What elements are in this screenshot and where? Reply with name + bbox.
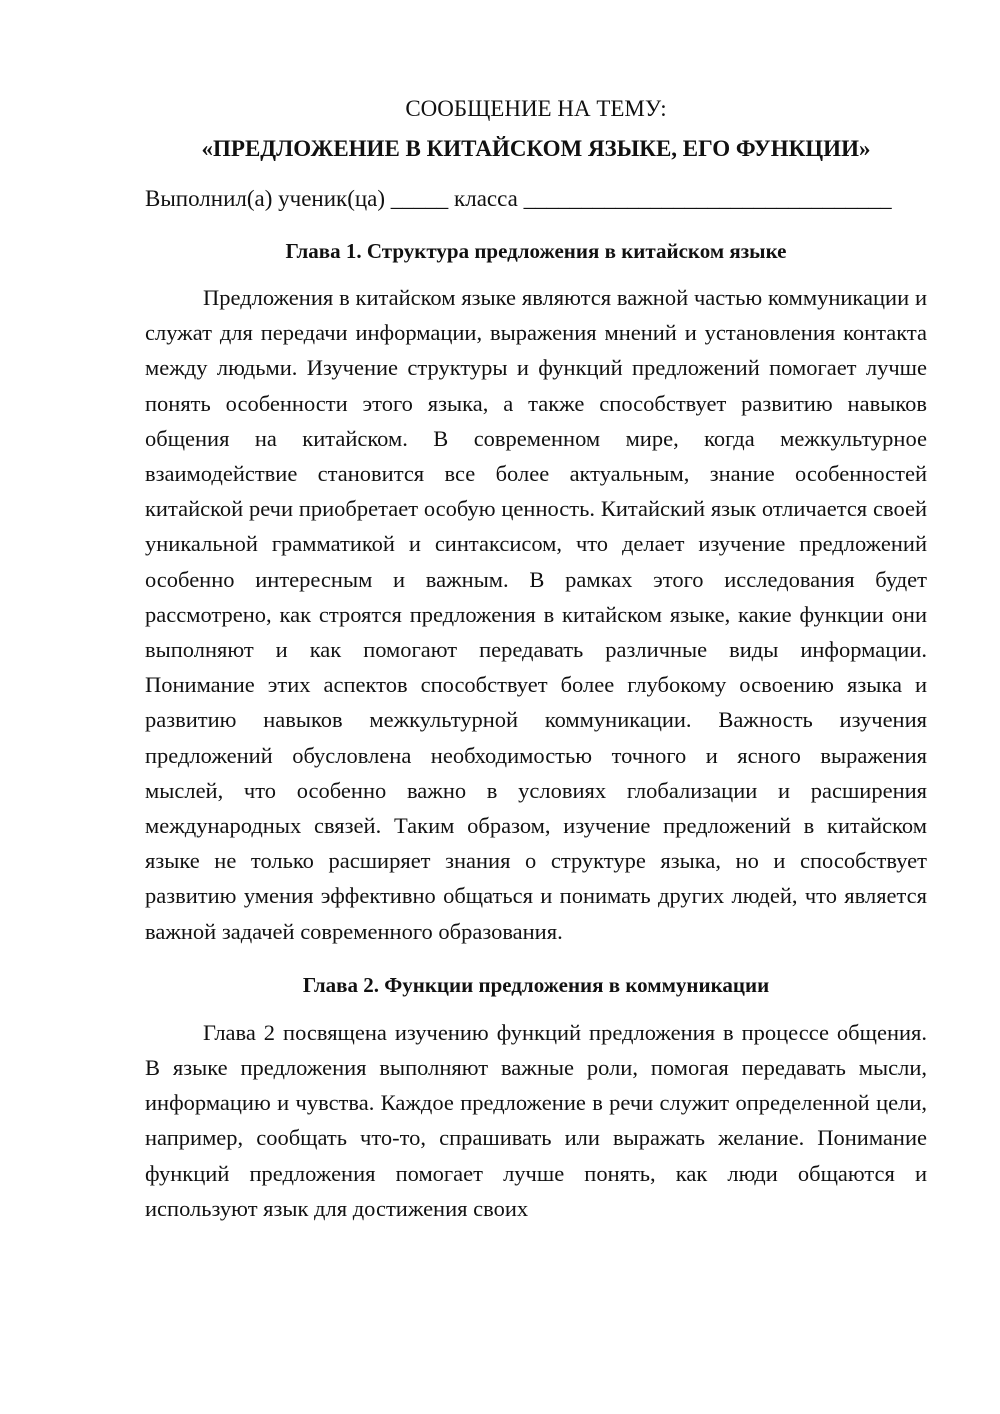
document-subtitle: «ПРЕДЛОЖЕНИЕ В КИТАЙСКОМ ЯЗЫКЕ, ЕГО ФУНКЦИИ»	[201, 136, 871, 161]
chapter-1-heading: Глава 1. Структура предложения в китайском языке	[285, 239, 787, 263]
chapter-2-heading: Глава 2. Функции предложения в коммуникации	[302, 972, 770, 997]
chapter-2-paragraph: Глава 2 посвящена изучению функций предложения в процессе общения. В языке предложения выполняют важные роли, помогая передавать мысли, информацию и чувства. Каждое предложение в речи служит определенной цели, например, сообщать что-то, спрашивать или выражать желание. Понимание функций предложения помогает лучше понять, как люди общаются и используют язык для достижения своих	[145, 1019, 927, 1221]
document-page	[145, 92, 927, 1226]
chapter-1-paragraph: Предложения в китайском языке являются важной частью коммуникации и служат для передачи информации, выражения мнений и установления контакта между людьми. Изучение структуры и функций предложений помогает лучше понять особенности этого языка, а также способствует развитию навыков общения на китайском. В современном мире, когда межкультурное взаимодействие становится все более актуальным, знание особенностей китайской речи приобретает особую ценность. Китайский язык отличается своей уникальной грамматикой и синтаксисом, что делает изучение предложений особенно интересным и важным. В рамках этого исследования будет рассмотрено, как строятся предложения в китайском языке, какие функции они выполняют и как помогают передавать различные виды информации. Понимание этих аспектов способствует более глубокому освоению языка и развитию навыков межкультурной коммуникации. Важность изучения предложений обусловлена необходимостью точного и ясного выражения мыслей, что особенно важно в условиях глобализации и расширения международных связей. Таким образом, изучение предложений в китайском языке не только расширяет знания о структуре языка, но и способствует развитию умения эффективно общаться и понимать других людей, что является важной задачей современного образования.	[145, 285, 927, 944]
author-line: Выполнил(а) ученик(ца) _____ класса ________________________________	[145, 186, 892, 211]
document-title: СООБЩЕНИЕ НА ТЕМУ:	[405, 96, 667, 121]
